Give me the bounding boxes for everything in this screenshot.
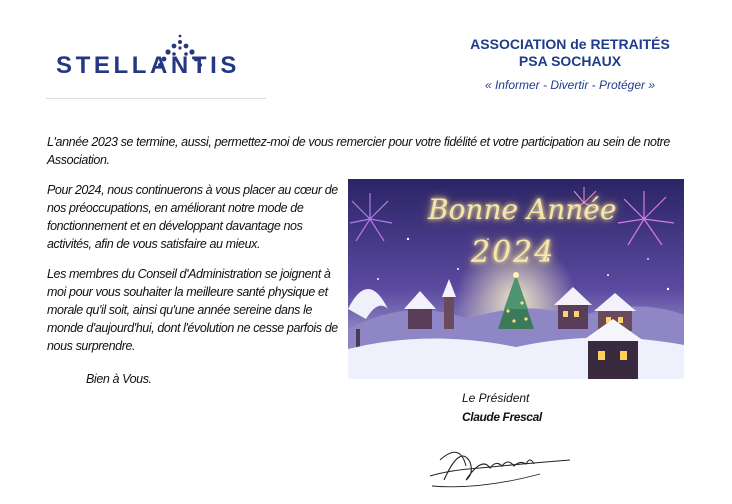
signature-title: Le Président (462, 391, 530, 405)
association-name-line2: PSA SOCHAUX (518, 53, 622, 69)
letter-closing: Bien à Vous. (86, 372, 152, 386)
logo-divider (46, 98, 266, 99)
new-year-card-image (348, 179, 684, 379)
signature-name: Claude Frescal (462, 410, 542, 424)
association-name-line1: ASSOCIATION de RETRAITÉS (470, 36, 670, 52)
letter-paragraph-3: Les membres du Conseil d'Administration se joignent à moi pour vous souhaiter la meilleure santé physique et morale qu'il soit, ainsi qu'une année sereine dans le monde d'aujourd'hui, dont l'évolution ne cesse parfois de nous surprendre. (47, 267, 338, 353)
association-name (450, 36, 690, 70)
letter-paragraph-1: L'année 2023 se termine, aussi, permettez-moi de vous remercier pour votre fidélité et votre participation au sein de notre Association. (47, 135, 670, 167)
card-greeting: Bonne Année (428, 193, 617, 226)
card-year: 2024 (471, 235, 556, 270)
association-tagline: « Informer - Divertir - Protéger » (484, 78, 656, 92)
stellantis-logo (46, 32, 266, 104)
stellantis-logo-text: STELLANTIS (56, 52, 240, 79)
letter-paragraph-2: Pour 2024, nous continuerons à vous placer au cœur de nos préoccupations, en améliorant notre mode de fonctionnement et en développant davantage nos activités, afin de vous satisfaire au mieux. (47, 183, 338, 251)
handwritten-signature (420, 430, 580, 494)
